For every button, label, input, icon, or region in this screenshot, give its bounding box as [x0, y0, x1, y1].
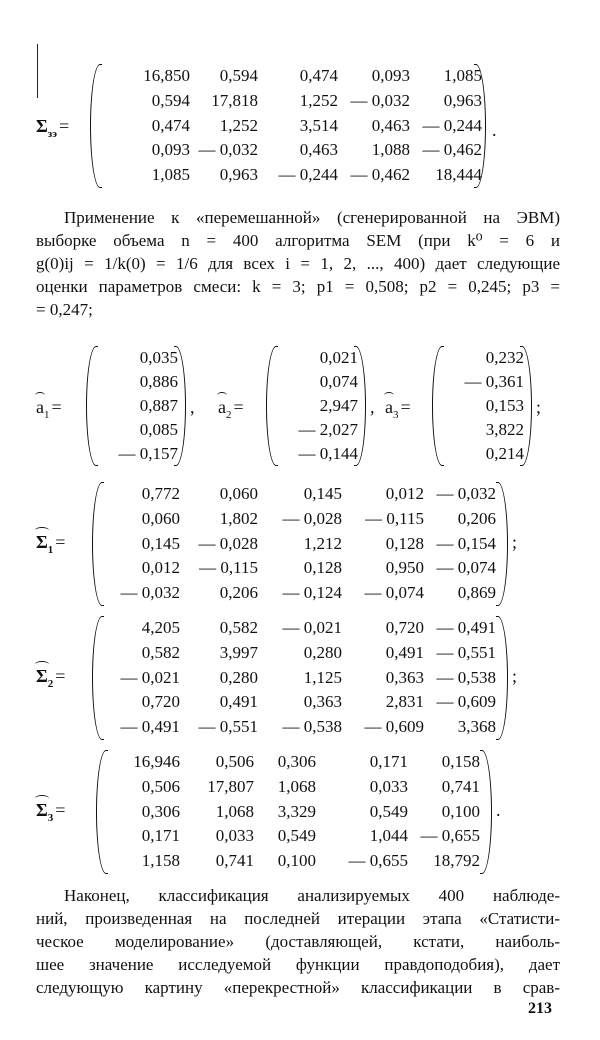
matrix-cell: 0,491: [219, 692, 258, 712]
matrix-cell: 0,012: [141, 558, 180, 578]
matrix-row: [92, 715, 508, 739]
vector-a1-trailing: ,: [190, 397, 195, 417]
matrix-cell: 1,085: [151, 165, 190, 185]
matrix-cell: 0,145: [303, 484, 342, 503]
matrix-cell: 0,128: [385, 533, 424, 553]
matrix-cell: 0,463: [299, 140, 338, 160]
text-line: ческое моделирование» (доставляющей, кстати, наиболь-: [36, 932, 560, 951]
matrix-sigma-3-label: $\Sigma_3$ =: [36, 800, 66, 824]
matrix-cell: — 0,655: [420, 826, 480, 846]
vector-a2-trailing: ,: [370, 397, 375, 417]
vector-a1: [86, 346, 186, 466]
matrix-row: [92, 507, 508, 531]
text-line: g(0)ij = 1/k(0) = 1/6 для всех i = 1, 2, ..., 400) дает следующие: [36, 254, 560, 273]
matrix-sigma-3: [96, 750, 492, 874]
matrix-cell: 0,582: [219, 618, 258, 637]
matrix-cell: 0,033: [215, 826, 254, 846]
matrix-cell: 0,171: [141, 826, 180, 846]
matrix-cell: — 0,491: [436, 618, 496, 637]
matrix-sigma-2-label: $\Sigma_2$ =: [36, 666, 66, 690]
text-line: следующую картину «перекрестной» классификации в срав-: [36, 978, 560, 997]
vector-cell: 2,947: [319, 396, 358, 415]
matrix-cell: — 0,032: [120, 583, 180, 603]
matrix-row: [96, 800, 492, 824]
matrix-row: [96, 849, 492, 873]
matrix-cell: 0,363: [385, 667, 424, 687]
matrix-cell: 1,252: [219, 115, 258, 135]
matrix-cell: 0,963: [219, 165, 258, 185]
matrix-cell: 0,060: [141, 508, 180, 528]
matrix-row: [96, 775, 492, 799]
matrix-cell: 0,594: [219, 66, 258, 85]
vector-cell: — 0,157: [118, 444, 178, 463]
paragraph-sem-results: [36, 206, 560, 321]
vector-cell: 0,232: [485, 348, 524, 367]
matrix-cell: 17,818: [211, 90, 258, 110]
matrix-cell: 1,802: [219, 508, 258, 528]
vector-a3-trailing: ;: [536, 397, 542, 417]
matrix-cell: 0,549: [277, 826, 316, 846]
matrix-cell: 0,594: [151, 90, 190, 110]
matrix-cell: 1,044: [369, 826, 408, 846]
matrix-cell: 0,463: [371, 115, 410, 135]
matrix-row: [92, 556, 508, 580]
left-parenthesis: [86, 346, 98, 466]
matrix-cell: — 0,538: [282, 717, 342, 737]
matrix-cell: 0,280: [303, 642, 342, 662]
text-line: оценки параметров смеси: k = 3; p1 = 0,508; p2 = 0,245; p3 =: [36, 277, 560, 296]
matrix-sigma-ze-label: $\Sigma_{зэ}$ =: [36, 116, 70, 140]
matrix-cell: — 0,609: [364, 717, 424, 737]
matrix-cell: 3,514: [299, 115, 338, 135]
matrix-cell: — 0,538: [436, 667, 496, 687]
left-parenthesis: [266, 346, 278, 466]
matrix-sigma-1-trailing: ;: [512, 532, 518, 552]
matrix-row: [92, 641, 508, 665]
matrix-sigma-1-label: $\Sigma_1$ =: [36, 532, 66, 556]
matrix-cell: 0,869: [457, 583, 496, 603]
matrix-cell: — 0,021: [282, 618, 342, 637]
matrix-cell: — 0,028: [282, 508, 342, 528]
matrix-cell: 0,720: [141, 692, 180, 712]
matrix-cell: 0,206: [457, 508, 496, 528]
matrix-cell: — 0,551: [436, 642, 496, 662]
matrix-cell: — 0,154: [436, 533, 496, 553]
matrix-cell: 0,506: [141, 776, 180, 796]
vector-a1-label: $a_1$ =: [36, 397, 62, 421]
matrix-sigma-2: [92, 616, 508, 740]
matrix-cell: — 0,074: [436, 558, 496, 578]
matrix-cell: 4,205: [141, 618, 180, 637]
matrix-row: [90, 89, 486, 113]
matrix-cell: — 0,074: [364, 583, 424, 603]
matrix-cell: 0,171: [369, 752, 408, 771]
matrix-cell: 0,491: [385, 642, 424, 662]
matrix-row: [92, 690, 508, 714]
left-parenthesis: [432, 346, 444, 466]
matrix-cell: 0,060: [219, 484, 258, 503]
matrix-row: [92, 581, 508, 605]
vector-cell: 0,887: [139, 396, 178, 415]
vector-cell: 0,085: [139, 420, 178, 439]
vector-a2: [266, 346, 366, 466]
matrix-cell: 1,068: [277, 776, 316, 796]
matrix-cell: — 0,032: [436, 484, 496, 503]
matrix-cell: 0,363: [303, 692, 342, 712]
matrix-cell: 0,158: [441, 752, 480, 771]
matrix-cell: — 0,244: [278, 165, 338, 185]
vector-a3-label: $a_3$ =: [385, 397, 411, 421]
matrix-cell: — 0,115: [199, 558, 258, 578]
matrix-cell: — 0,609: [436, 692, 496, 712]
matrix-cell: — 0,551: [198, 717, 258, 737]
matrix-cell: — 0,032: [198, 140, 258, 160]
matrix-sigma-ze-trailing: .: [492, 120, 497, 140]
matrix-row: [92, 616, 508, 640]
vector-cell: 0,035: [139, 348, 178, 367]
matrix-row: [92, 666, 508, 690]
matrix-cell: 0,582: [141, 642, 180, 662]
matrix-cell: 0,549: [369, 801, 408, 821]
matrix-cell: 0,280: [219, 667, 258, 687]
vector-cell: — 2,027: [298, 420, 358, 439]
matrix-cell: — 0,028: [198, 533, 258, 553]
matrix-cell: 0,506: [215, 752, 254, 771]
text-line: Наконец, классификация анализируемых 400 наблюде-: [64, 886, 560, 905]
matrix-cell: 0,772: [141, 484, 180, 503]
matrix-cell: 17,807: [207, 776, 254, 796]
vector-cell: 0,886: [139, 372, 178, 391]
matrix-cell: 0,306: [277, 752, 316, 771]
matrix-cell: 3,997: [219, 642, 258, 662]
matrix-cell: 3,368: [457, 717, 496, 737]
margin-mark: [37, 44, 38, 98]
matrix-cell: 18,444: [435, 165, 482, 185]
matrix-cell: 0,306: [141, 801, 180, 821]
matrix-sigma-2-trailing: ;: [512, 666, 518, 686]
text-line: ний, произведенная на последней итерации этапа «Статисти-: [36, 909, 560, 928]
matrix-row: [92, 532, 508, 556]
matrix-row: [96, 824, 492, 848]
matrix-cell: — 0,655: [348, 851, 408, 871]
matrix-cell: 18,792: [433, 851, 480, 871]
text-line: Применение к «перемешанной» (сгенерированной на ЭВМ): [64, 208, 560, 227]
matrix-sigma-ze: [90, 64, 486, 188]
matrix-cell: — 0,124: [282, 583, 342, 603]
matrix-cell: 0,741: [441, 776, 480, 796]
matrix-cell: 0,963: [443, 90, 482, 110]
matrix-cell: 0,012: [385, 484, 424, 503]
matrix-cell: 0,093: [151, 140, 190, 160]
text-line: шее значение исследуемой функции правдоподобия), дает: [36, 955, 560, 974]
matrix-row: [90, 138, 486, 162]
matrix-cell: 3,329: [277, 801, 316, 821]
matrix-cell: 0,093: [371, 66, 410, 85]
matrix-cell: 1,158: [141, 851, 180, 871]
matrix-cell: — 0,115: [365, 508, 424, 528]
vector-cell: 0,074: [319, 372, 358, 391]
matrix-cell: — 0,032: [350, 90, 410, 110]
matrix-cell: 1,088: [371, 140, 410, 160]
matrix-sigma-3-trailing: .: [496, 800, 501, 820]
matrix-row: [90, 163, 486, 187]
matrix-cell: 0,100: [277, 851, 316, 871]
matrix-cell: 0,741: [215, 851, 254, 871]
matrix-cell: 0,128: [303, 558, 342, 578]
matrix-cell: 0,474: [299, 66, 338, 85]
matrix-cell: 1,068: [215, 801, 254, 821]
matrix-cell: — 0,462: [350, 165, 410, 185]
vector-cell: — 0,144: [298, 444, 358, 463]
page-number: 213: [528, 1000, 552, 1017]
vector-a3: [432, 346, 532, 466]
matrix-cell: 0,100: [441, 801, 480, 821]
matrix-cell: 0,474: [151, 115, 190, 135]
matrix-cell: 0,206: [219, 583, 258, 603]
matrix-cell: 16,946: [133, 752, 180, 771]
matrix-cell: 0,145: [141, 533, 180, 553]
matrix-cell: 16,850: [143, 66, 190, 85]
matrix-row: [90, 114, 486, 138]
matrix-cell: 0,950: [385, 558, 424, 578]
matrix-cell: — 0,491: [120, 717, 180, 737]
matrix-cell: 1,125: [303, 667, 342, 687]
matrix-cell: 1,212: [303, 533, 342, 553]
matrix-cell: — 0,244: [422, 115, 482, 135]
matrix-cell: 1,252: [299, 90, 338, 110]
matrix-row: [96, 750, 492, 774]
vector-cell: 0,153: [485, 396, 524, 415]
vector-cell: 0,214: [485, 444, 524, 463]
vector-a2-label: $a_2$ =: [218, 397, 244, 421]
matrix-cell: 2,831: [385, 692, 424, 712]
matrix-cell: 1,085: [443, 66, 482, 85]
matrix-sigma-1: [92, 482, 508, 606]
paragraph-classification: [36, 884, 560, 999]
matrix-cell: 0,720: [385, 618, 424, 637]
matrix-cell: 0,033: [369, 776, 408, 796]
matrix-cell: — 0,462: [422, 140, 482, 160]
vector-cell: — 0,361: [464, 372, 524, 391]
matrix-row: [90, 64, 486, 88]
matrix-row: [92, 482, 508, 506]
vector-cell: 0,021: [319, 348, 358, 367]
vector-cell: 3,822: [485, 420, 524, 439]
matrix-cell: — 0,021: [120, 667, 180, 687]
text-line: выборке объема n = 400 алгоритма SEM (при k⁰ = 6 и: [36, 231, 560, 250]
text-line: = 0,247;: [36, 300, 93, 319]
